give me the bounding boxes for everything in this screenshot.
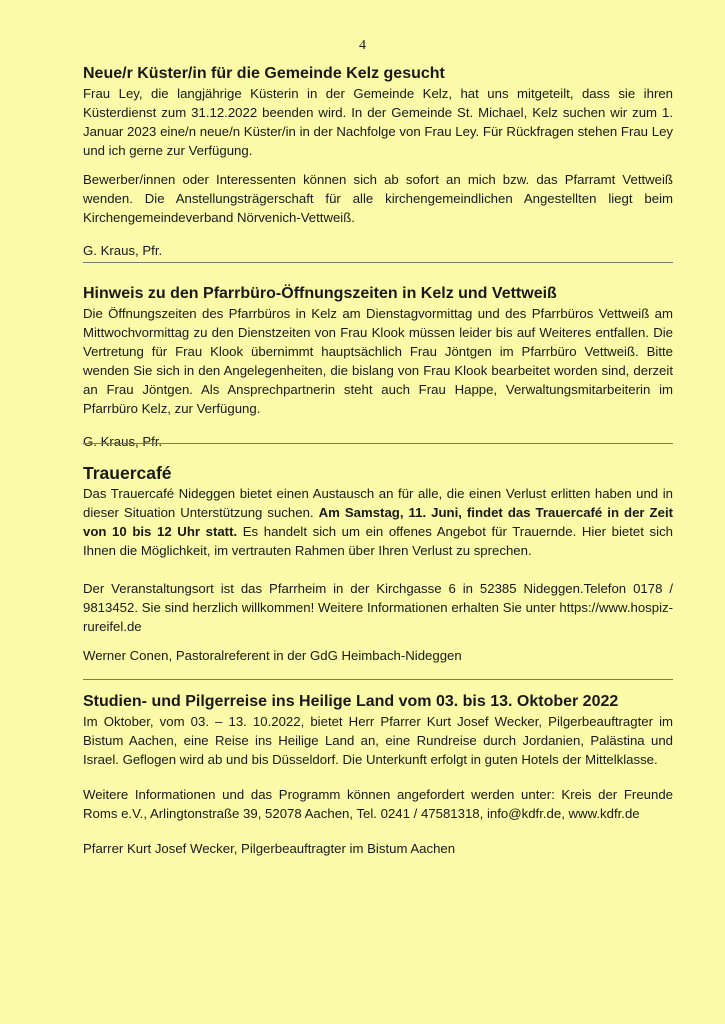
section-paragraph: Die Öffnungszeiten des Pfarrbüros in Kelz am Dienstagvormittag und des Pfarrbüros Vettweiß am Mittwochvormittag zu den Dienstzeiten von Frau Klook müssen leider bis auf Weiteres entfallen. Die Vertretung für Frau Klook übernimmt hauptsächlich Frau Jöntgen im Pfarrbüro Vettweiß. Bitte wenden Sie sich in den Angelegenheiten, die bislang von Frau Klook bearbeitet worden sind, derzeit an Frau Jöntgen. Als Ansprechpartnerin steht auch Frau Happe, Verwaltungsmitarbeiterin im Pfarrbüro Kelz, zur Verfügung. [83,306,673,416]
section-paragraph [83,484,673,560]
page-number: 4 [359,38,366,53]
paragraph-text: Es handelt sich um ein offenes Angebot für Trauernde. Hier bietet sich Ihnen die Möglichkeit, im vertrauten Rahmen über Ihren Verlust zu sprechen. [83,524,673,558]
section-divider [83,679,673,680]
section-trauercafe [83,462,673,665]
section-heading: Studien- und Pilgerreise ins Heilige Land vom 03. bis 13. Oktober 2022 [83,693,619,710]
paragraph-text: Das Trauercafé Nideggen bietet einen Austausch an für alle, die einen Verlust erlitten haben und in dieser Situation Unterstützung suchen. [83,486,673,520]
section-divider [83,443,673,444]
section-pfarrbuero [83,284,673,451]
section-paragraph: Im Oktober, vom 03. – 13. 10.2022, bietet Herr Pfarrer Kurt Josef Wecker, Pilgerbeauftragter im Bistum Aachen, eine Reise ins Heilige Land an, eine Rundreise durch Jordanien, Palästina und Israel. Geflogen wird ab und bis Düsseldorf. Die Unterkunft erfolgt in guten Hotels der Mittelklasse. [83,714,673,767]
section-divider [83,262,673,263]
section-kuester [83,64,673,260]
section-signature: G. Kraus, Pfr. [83,243,163,258]
paragraph-bold-text: Am Samstag, 11. Juni, findet das Trauercafé in der Zeit von 10 bis 12 Uhr statt. [83,505,674,539]
section-signature: Werner Conen, Pastoralreferent in der GdG Heimbach-Nideggen [83,648,462,663]
section-heading: Hinweis zu den Pfarrbüro-Öffnungszeiten in Kelz und Vettweiß [83,285,557,302]
section-paragraph: Frau Ley, die langjährige Küsterin in der Gemeinde Kelz, hat uns mitgeteilt, dass sie ihren Küsterdienst zum 31.12.2022 beenden wird. In der Gemeinde St. Michael, Kelz suchen wir zum 1. Januar 2023 eine/n neue/n Küster/in in der Nachfolge von Frau Ley. Für Rückfragen stehen Frau Ley und ich gerne zur Verfügung. [83,86,673,158]
section-paragraph: Der Veranstaltungsort ist das Pfarrheim in der Kirchgasse 6 in 52385 Nideggen.Telefon 0178 / 9813452. Sie sind herzlich willkommen! Weitere Informationen erhalten Sie unter https://www.hospiz-rureifel.de [83,581,673,634]
section-paragraph: Bewerber/innen oder Interessenten können sich ab sofort an mich bzw. das Pfarramt Vettweiß wenden. Die Anstellungsträgerschaft für alle kirchengemeindlichen Angestellten liegt beim Kirchengemeindeverband Nörvenich-Vettweiß. [83,172,673,225]
section-signature: G. Kraus, Pfr. [83,434,163,449]
section-pilgerreise [83,692,673,858]
section-heading: Neue/r Küster/in für die Gemeinde Kelz gesucht [83,65,445,82]
section-signature: Pfarrer Kurt Josef Wecker, Pilgerbeauftragter im Bistum Aachen [83,841,456,856]
section-heading: Trauercafé [83,463,172,483]
section-paragraph: Weitere Informationen und das Programm können angefordert werden unter: Kreis der Freunde Roms e.V., Arlingtonstraße 39, 52078 Aachen, Tel. 0241 / 47581318, info@kdfr.de, www.kdfr.de [83,787,673,821]
